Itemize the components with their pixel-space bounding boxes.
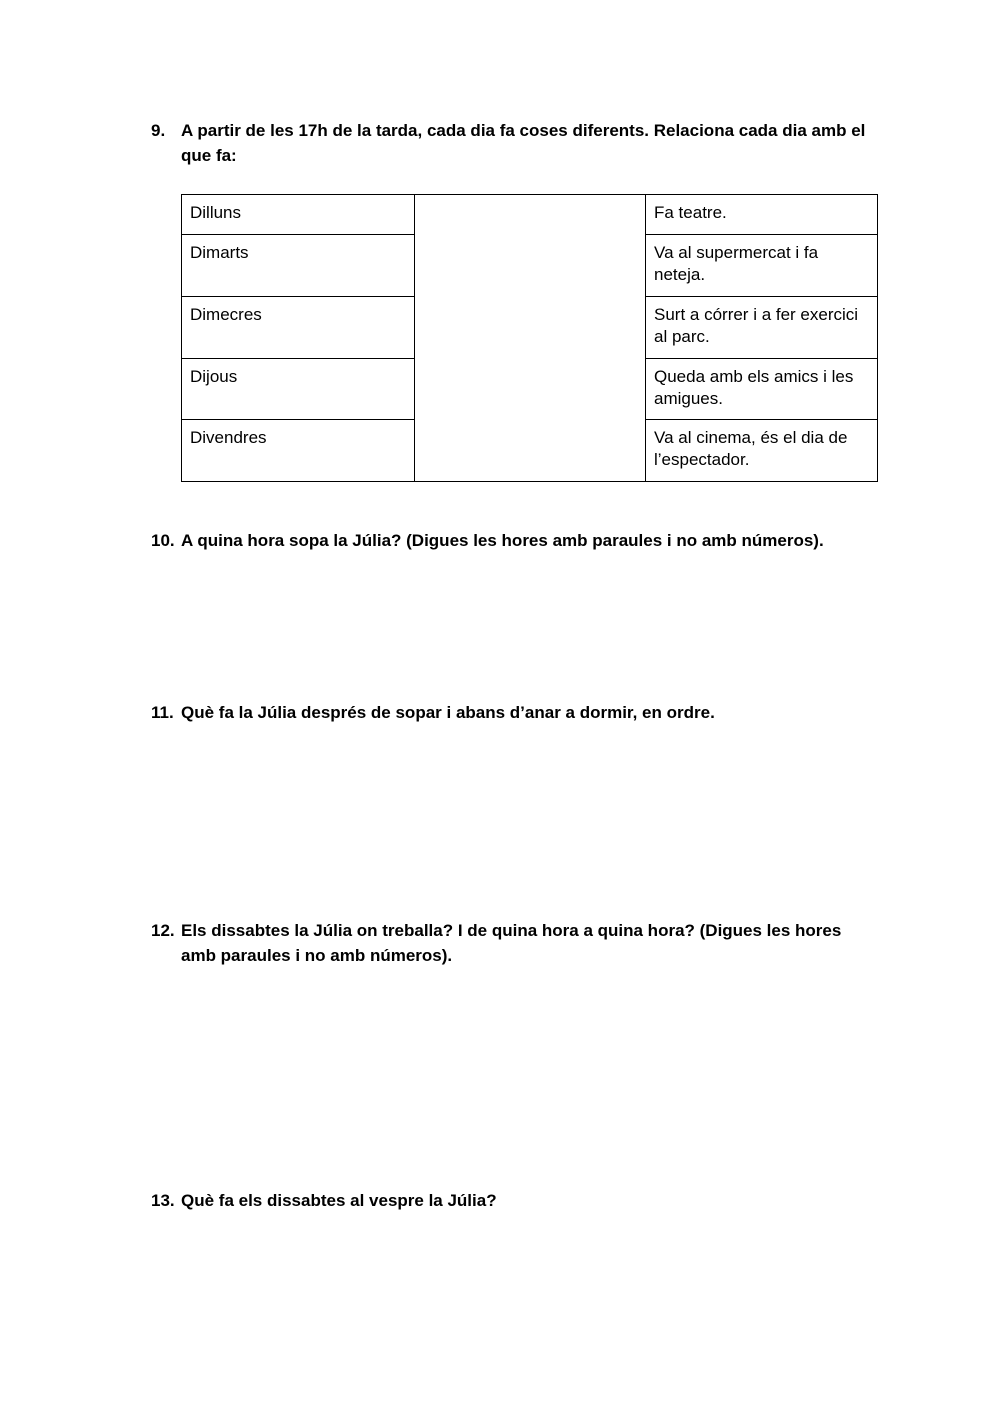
activity-cell: Fa teatre. [646, 195, 878, 235]
question-text: Els dissabtes la Júlia on treballa? I de quina hora a quina hora? (Digues les hores amb paraules i no amb números). [181, 921, 842, 965]
question-11 [151, 700, 871, 725]
question-number: 9. [151, 121, 166, 140]
day-cell: Divendres [182, 420, 415, 482]
activity-cell: Va al supermercat i fa neteja. [646, 235, 878, 297]
question-number: 11. [151, 703, 174, 722]
question-number: 12. [151, 921, 175, 940]
matching-area[interactable] [415, 195, 646, 482]
activity-cell: Surt a córrer i a fer exercici al parc. [646, 297, 878, 359]
day-cell: Dijous [182, 359, 415, 420]
question-13 [151, 1188, 871, 1213]
day-cell: Dilluns [182, 195, 415, 235]
question-12 [151, 918, 871, 968]
matching-table [181, 194, 878, 482]
question-number: 10. [151, 531, 175, 550]
activity-cell: Va al cinema, és el dia de l’espectador. [646, 420, 878, 482]
activity-cell: Queda amb els amics i les amigues. [646, 359, 878, 420]
question-text: A partir de les 17h de la tarda, cada dia fa coses diferents. Relaciona cada dia amb el que fa: [181, 121, 866, 165]
table-row [182, 195, 878, 235]
question-9 [151, 118, 871, 168]
question-10 [151, 528, 831, 553]
question-number: 13. [151, 1191, 175, 1210]
day-cell: Dimecres [182, 297, 415, 359]
question-text: Què fa la Júlia després de sopar i abans d’anar a dormir, en ordre. [181, 703, 715, 722]
question-text: A quina hora sopa la Júlia? (Digues les hores amb paraules i no amb números). [181, 531, 824, 550]
day-cell: Dimarts [182, 235, 415, 297]
question-text: Què fa els dissabtes al vespre la Júlia? [181, 1191, 497, 1210]
